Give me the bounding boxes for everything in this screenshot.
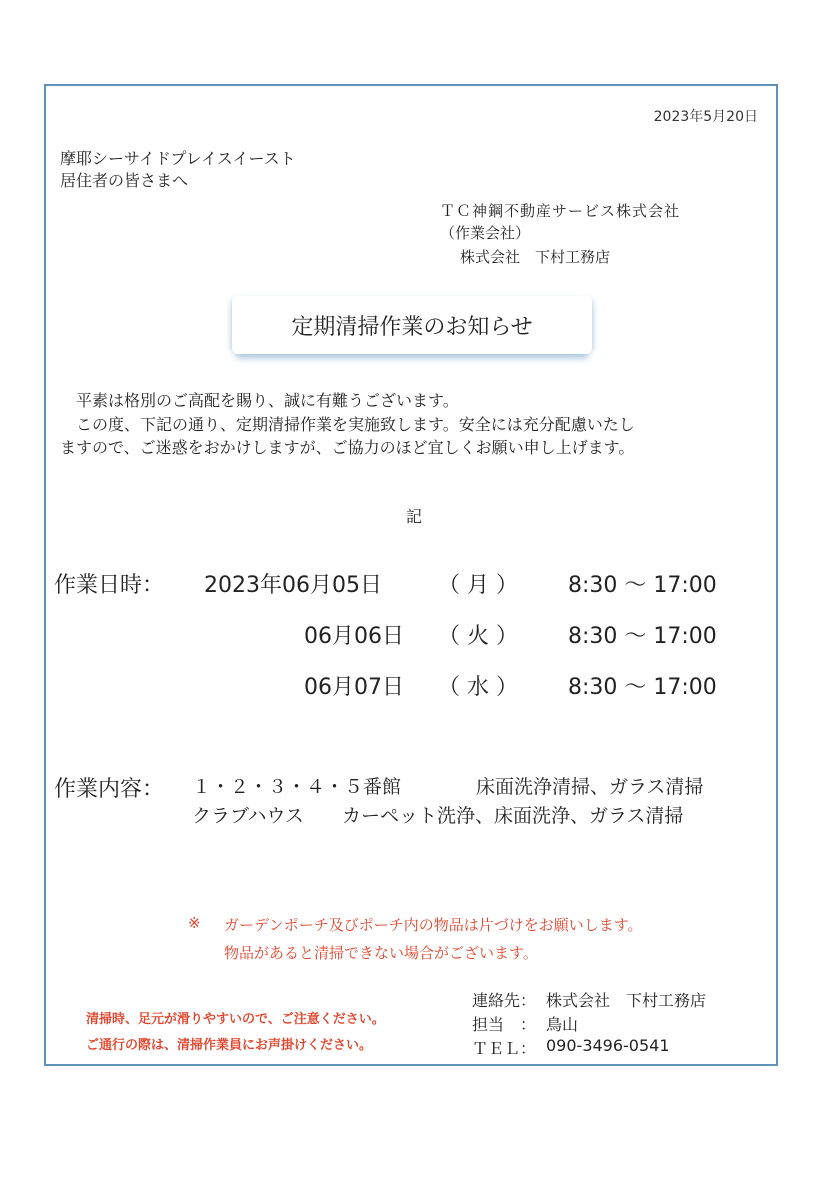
work-label: 作業内容： bbox=[54, 777, 165, 802]
notice-title: 定期清掃作業のお知らせ bbox=[291, 314, 533, 340]
issue-date: 2023年5月20日 bbox=[653, 109, 758, 125]
contact-label-1: 連絡先： bbox=[472, 991, 537, 1010]
contact-label-3: ＴＥＬ： bbox=[472, 1039, 537, 1058]
greeting-line-1: 平素は格別のご高配を賜り、誠に有難うございます。 bbox=[76, 391, 459, 410]
greeting-line-3: ますので、ご迷惑をおかけしますが、ご協力のほど宜しくお願い申し上げます。 bbox=[60, 438, 635, 457]
schedule-time-3: 8:30 ～ 17:00 bbox=[568, 675, 717, 700]
recipient-line-1: 摩耶シーサイドプレイスイースト bbox=[60, 149, 296, 168]
contact-label-2: 担当 ： bbox=[472, 1015, 537, 1034]
caution-line-1: 清掃時、足元が滑りやすいので、ご注意ください。 bbox=[86, 1012, 385, 1027]
notice-line-2: 物品があると清掃できない場合がございます。 bbox=[224, 944, 538, 962]
schedule-day-1: （ 月 ） bbox=[438, 573, 518, 598]
notice-mark: ※ bbox=[188, 914, 201, 932]
recipient-line-2: 居住者の皆さまへ bbox=[60, 171, 189, 190]
contact-value-1: 株式会社 下村工務店 bbox=[546, 991, 707, 1010]
schedule-label: 作業日時： bbox=[54, 573, 165, 598]
work-building-2: クラブハウス bbox=[192, 805, 304, 827]
notice-frame bbox=[44, 84, 778, 1066]
schedule-day-2: （ 火 ） bbox=[438, 624, 518, 649]
company-line-2: （作業会社） bbox=[440, 224, 531, 242]
company-line-3: 株式会社 下村工務店 bbox=[460, 248, 611, 266]
contact-value-2: 鳥山 bbox=[546, 1015, 579, 1034]
schedule-date-1: 2023年06月05日 bbox=[204, 573, 382, 598]
notice-title-box bbox=[232, 296, 592, 354]
schedule-time-2: 8:30 ～ 17:00 bbox=[568, 624, 717, 649]
work-task-2: カーペット洗浄、床面洗浄、ガラス清掃 bbox=[342, 805, 684, 827]
ki-mark: 記 bbox=[406, 507, 423, 526]
caution-line-2: ご通行の際は、清掃作業員にお声掛けください。 bbox=[86, 1038, 373, 1053]
notice-line-1: ガーデンポーチ及びポーチ内の物品は片づけをお願いします。 bbox=[224, 916, 643, 934]
greeting-line-2: この度、下記の通り、定期清掃作業を実施致します。安全には充分配慮いたし bbox=[76, 415, 635, 434]
schedule-time-1: 8:30 ～ 17:00 bbox=[568, 573, 717, 598]
company-line-1: ＴＣ神鋼不動産サービス株式会社 bbox=[440, 202, 681, 220]
work-building-1: １・２・３・４・５番館 bbox=[192, 776, 402, 798]
work-task-1: 床面洗浄清掃、ガラス清掃 bbox=[476, 776, 704, 798]
contact-value-3: 090-3496-0541 bbox=[546, 1036, 670, 1055]
schedule-date-2: 06月06日 bbox=[304, 624, 404, 649]
schedule-day-3: （ 水 ） bbox=[438, 675, 518, 700]
schedule-date-3: 06月07日 bbox=[304, 675, 404, 700]
